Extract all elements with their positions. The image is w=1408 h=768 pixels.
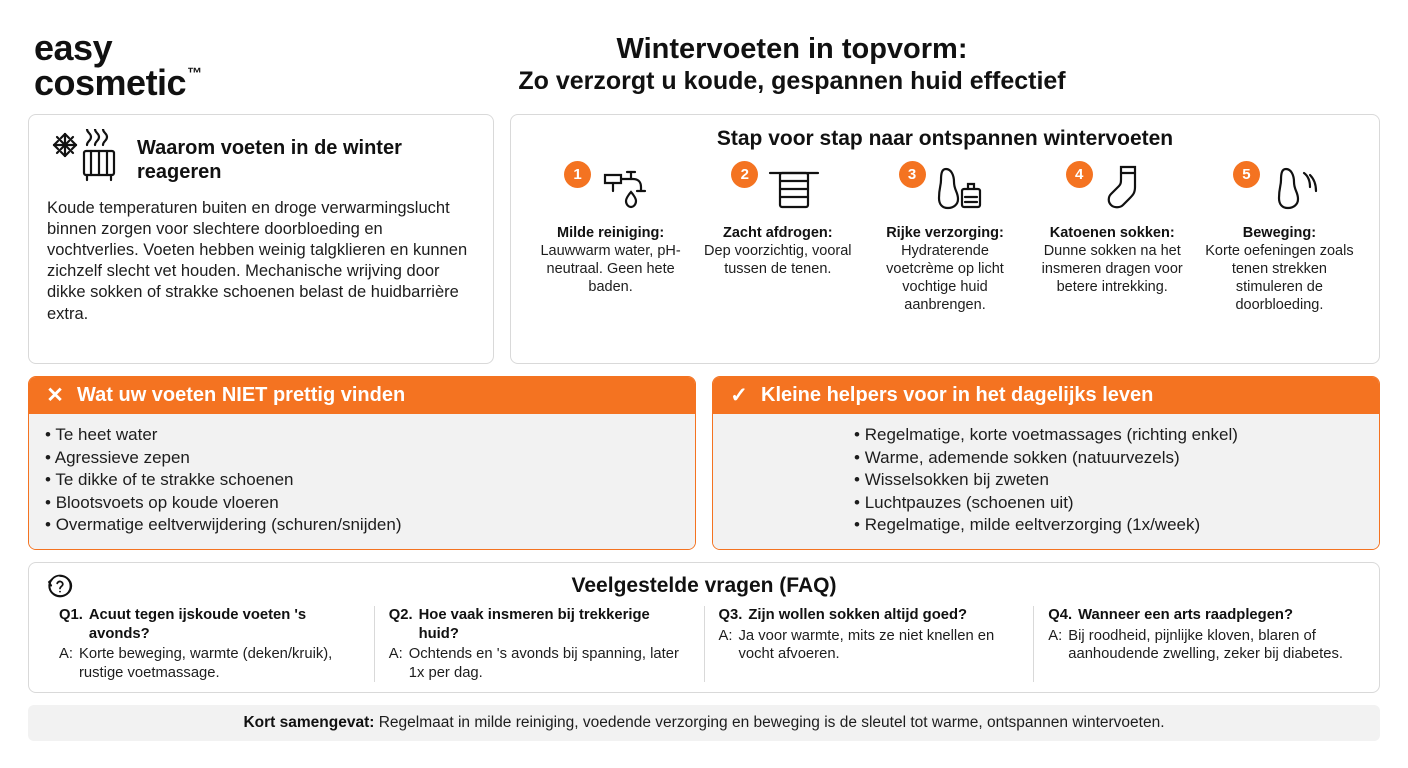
step-label: Katoenen sokken: — [1049, 225, 1175, 241]
faq-question-row — [59, 606, 360, 643]
step-header — [863, 157, 1026, 219]
step-header — [696, 157, 859, 219]
why-card-header — [47, 129, 475, 192]
foot-stretch-icon — [1266, 159, 1326, 217]
step-header — [1031, 157, 1194, 219]
question-bubble-icon — [45, 573, 75, 608]
faq-answer-key: A: — [1048, 627, 1063, 644]
faq-item — [704, 606, 1034, 682]
list-item: • Blootsvoets op koude vloeren — [45, 492, 679, 515]
avoid-list — [45, 424, 679, 537]
faq-answer-row — [59, 645, 360, 682]
step-header — [529, 157, 692, 219]
faq-answer-text: Ja voor warmte, mits ze niet knellen en vocht afvoeren. — [738, 627, 995, 663]
step-text: Korte oefeningen zoals tenen strekken stimuleren de doorbloeding. — [1205, 243, 1354, 314]
step-label: Milde reiniging: — [557, 225, 665, 241]
brand-line-2: cosmetic — [34, 62, 187, 104]
helpers-panel-title: Kleine helpers voor in het dagelijks leven — [761, 384, 1154, 406]
step-label: Rijke verzorging: — [886, 225, 1004, 241]
title-line-1: Wintervoeten in topvorm: — [616, 33, 968, 65]
summary-label: Kort samengevat: — [243, 714, 375, 732]
cross-icon: ✕ — [46, 384, 64, 407]
list-item: • Overmatige eeltverwijdering (schuren/snijden) — [45, 514, 679, 537]
step-header — [1198, 157, 1361, 219]
step-item — [863, 157, 1026, 315]
avoid-panel-body — [29, 414, 695, 549]
faq-question-key: Q1. — [59, 607, 83, 624]
faq-answer-row — [1048, 627, 1349, 664]
helpers-list — [854, 424, 1238, 537]
row-panels — [28, 376, 1380, 550]
step-text: Dep voorzichtig, vooral tussen de tenen. — [704, 243, 852, 278]
sock-icon — [1099, 159, 1159, 217]
faq-header — [45, 571, 1363, 600]
step-label: Beweging: — [1242, 225, 1317, 241]
step-item — [696, 157, 859, 315]
faq-answer-key: A: — [388, 646, 403, 663]
faq-answer-key: A: — [718, 627, 733, 644]
faq-answer-text: Korte beweging, warmte (deken/kruik), rustige voetmassage. — [78, 646, 333, 681]
avoid-panel-header — [29, 377, 695, 414]
avoid-panel-title: Wat uw voeten NIET prettig vinden — [77, 384, 406, 406]
faq-item — [45, 606, 374, 682]
why-card-body: Koude temperaturen buiten en droge verwarmingslucht binnen zorgen voor slechtere doorbloeding en vochtverlies. Voeten hebben weinig talgklieren en kunnen zichzelf slecht vet houden. Mechanische wrijving door dikke sokken of strakke schoenen belast de huidbarrière extra. — [47, 199, 468, 323]
step-text: Dunne sokken na het insmeren dragen voor betere intrekking. — [1041, 243, 1183, 296]
helpers-panel — [712, 376, 1380, 550]
why-card — [28, 114, 494, 364]
list-item: • Regelmatige, milde eeltverzorging (1x/week) — [854, 514, 1238, 537]
step-number-badge: 1 — [564, 161, 591, 188]
list-item: • Te dikke of te strakke schoenen — [45, 469, 679, 492]
faucet-icon — [597, 159, 657, 217]
step-text: Hydraterende voetcrème op licht vochtige huid aanbrengen. — [886, 243, 1004, 314]
step-number-badge: 5 — [1233, 161, 1260, 188]
faq-item — [374, 606, 704, 682]
summary-text: Regelmaat in milde reiniging, voedende verzorging en beweging is de sleutel tot warme, ontspannen wintervoeten. — [378, 714, 1165, 732]
step-number-badge: 3 — [899, 161, 926, 188]
step-label: Zacht afdrogen: — [723, 225, 833, 241]
steps-card-title: Stap voor stap naar ontspannen wintervoeten — [716, 127, 1174, 150]
brand-logo — [28, 18, 334, 104]
faq-question-text: Wanneer een arts raadplegen? — [1078, 607, 1294, 624]
title-line-2: Zo verzorgt u koude, gespannen huid effectief — [518, 67, 1066, 96]
helpers-panel-body — [713, 414, 1379, 549]
faq-answer-row — [719, 627, 1020, 664]
avoid-panel — [28, 376, 696, 550]
step-number-badge: 2 — [731, 161, 758, 188]
page-title — [334, 18, 1380, 96]
row-top — [28, 114, 1380, 364]
faq-question-text: Zijn wollen sokken altijd goed? — [748, 607, 968, 624]
trademark-symbol: ™ — [187, 65, 202, 83]
step-item — [529, 157, 692, 315]
faq-question-key: Q3. — [718, 607, 743, 624]
helpers-panel-header — [713, 377, 1379, 414]
faq-question-row — [389, 606, 690, 643]
faq-card — [28, 562, 1380, 693]
brand-line-1: easy — [34, 27, 113, 68]
faq-item — [1033, 606, 1363, 682]
check-icon: ✓ — [730, 384, 748, 407]
steps-card — [510, 114, 1380, 364]
faq-columns — [45, 606, 1363, 682]
faq-answer-text: Ochtends en 's avonds bij spanning, later 1x per dag. — [408, 646, 679, 681]
faq-answer-text: Bij roodheid, pijnlijke kloven, blaren of aanhoudende zwelling, zeker bij diabetes. — [1068, 627, 1343, 663]
faq-answer-row — [389, 645, 690, 682]
faq-title: Veelgestelde vragen (FAQ) — [571, 574, 837, 598]
summary-footer — [28, 705, 1380, 741]
faq-question-text: Hoe vaak insmeren bij trekkerige huid? — [418, 607, 650, 642]
list-item: • Te heet water — [45, 424, 679, 447]
step-text: Lauwwarm water, pH-neutraal. Geen hete baden. — [540, 243, 681, 296]
list-item: • Agressieve zepen — [45, 447, 679, 470]
foot-cream-icon — [932, 159, 992, 217]
faq-question-row — [1048, 606, 1349, 624]
why-card-title: Waarom voeten in de winter reageren — [137, 136, 402, 183]
header — [28, 18, 1380, 110]
step-item — [1198, 157, 1361, 315]
list-item: • Luchtpauzes (schoenen uit) — [854, 492, 1238, 515]
list-item: • Warme, ademende sokken (natuurvezels) — [854, 447, 1238, 470]
step-number-badge: 4 — [1066, 161, 1093, 188]
snowflake-radiator-icon — [47, 129, 125, 192]
towel-icon — [764, 159, 824, 217]
faq-question-text: Acuut tegen ijskoude voeten 's avonds? — [88, 607, 307, 642]
step-item — [1031, 157, 1194, 315]
faq-question-key: Q2. — [388, 607, 413, 624]
list-item: • Wisselsokken bij zweten — [854, 469, 1238, 492]
faq-question-row — [719, 606, 1020, 624]
list-item: • Regelmatige, korte voetmassages (richting enkel) — [854, 424, 1238, 447]
faq-answer-key: A: — [59, 646, 73, 663]
steps-list — [521, 157, 1369, 315]
faq-question-key: Q4. — [1048, 607, 1073, 624]
